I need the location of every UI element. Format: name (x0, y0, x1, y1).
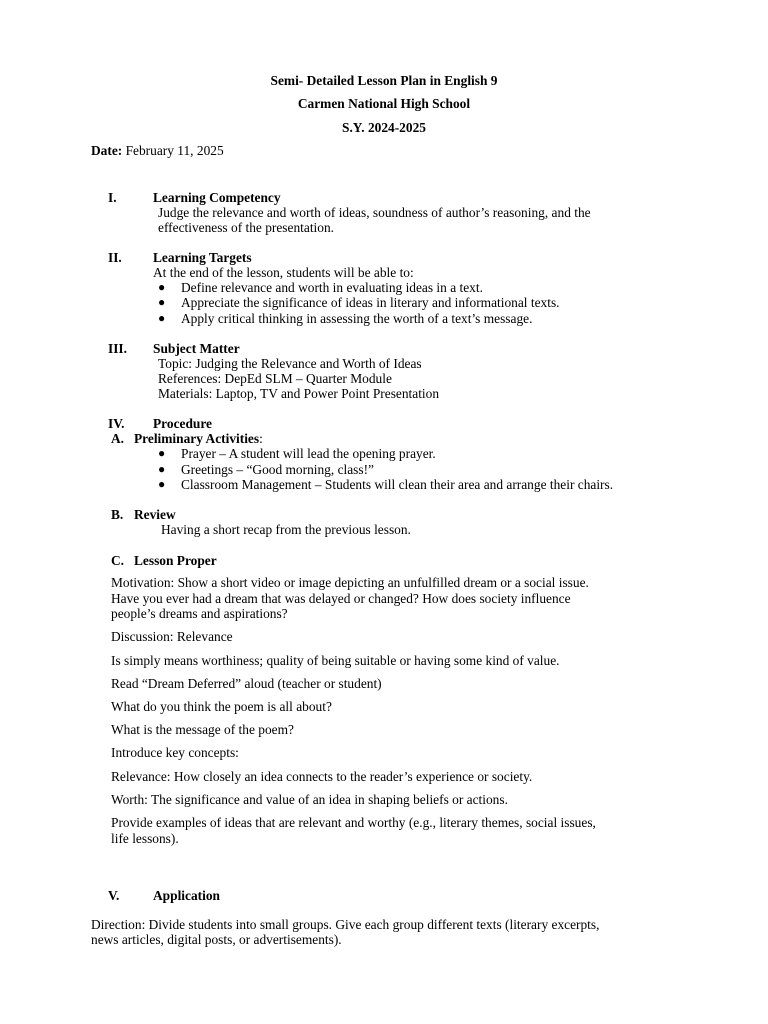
bullet-icon: ● (158, 295, 166, 309)
paragraph-line: What do you think the poem is all about? (111, 699, 332, 714)
list-item: Apply critical thinking in assessing the worth of a text’s message. (181, 311, 533, 326)
bullet-icon: ● (158, 462, 166, 476)
school-year: S.Y. 2024-2025 (342, 120, 426, 135)
list-item: Appreciate the significance of ideas in literary and informational texts. (181, 295, 560, 310)
bullet-icon: ● (158, 311, 166, 325)
subsection-a-title (134, 431, 263, 446)
section-2-intro: At the end of the lesson, students will be able to: (153, 265, 414, 280)
application-line: news articles, digital posts, or advertisements). (91, 932, 342, 947)
subsection-a-heading: Preliminary Activities (134, 431, 260, 446)
section-4-numeral: IV. (108, 416, 125, 431)
paragraph-line: Worth: The significance and value of an idea in shaping beliefs or actions. (111, 792, 508, 807)
paragraph-line: Is simply means worthiness; quality of being suitable or having some kind of value. (111, 653, 560, 668)
paragraph-line: Relevance: How closely an idea connects to the reader’s experience or society. (111, 769, 533, 784)
section-3-line: Materials: Laptop, TV and Power Point Presentation (158, 386, 440, 401)
subsection-a-label: A. (111, 431, 125, 446)
document-title: Semi- Detailed Lesson Plan in English 9 (270, 73, 498, 88)
section-3-line: Topic: Judging the Relevance and Worth of Ideas (158, 356, 422, 371)
paragraph-line: Motivation: Show a short video or image depicting an unfulfilled dream or a social issue. (111, 575, 589, 590)
section-5-heading: Application (153, 888, 220, 903)
section-2-numeral: II. (108, 250, 122, 265)
paragraph-line: Provide examples of ideas that are relevant and worthy (e.g., literary themes, social issues, (111, 815, 596, 830)
list-item: Define relevance and worth in evaluating ideas in a text. (181, 280, 483, 295)
date-value: February 11, 2025 (125, 143, 224, 158)
section-5-numeral: V. (108, 888, 120, 903)
section-4-heading: Procedure (153, 416, 213, 431)
paragraph-line: Have you ever had a dream that was delayed or changed? How does society influence (111, 591, 571, 606)
bullet-icon: ● (158, 477, 166, 491)
bullet-icon: ● (158, 280, 166, 294)
section-1-line: Judge the relevance and worth of ideas, soundness of author’s reasoning, and the (158, 205, 591, 220)
section-1-line: effectiveness of the presentation. (158, 220, 334, 235)
paragraph-line: Introduce key concepts: (111, 745, 239, 760)
section-1-numeral: I. (108, 190, 117, 205)
section-3-heading: Subject Matter (153, 341, 240, 356)
date-label: Date: (91, 143, 123, 158)
subsection-a-colon: : (259, 431, 263, 446)
section-2-heading: Learning Targets (153, 250, 252, 265)
school-name: Carmen National High School (297, 96, 471, 111)
list-item: Greetings – “Good morning, class!” (181, 462, 375, 477)
subsection-c-heading: Lesson Proper (134, 553, 217, 568)
subsection-c-label: C. (111, 553, 125, 568)
date-line (91, 143, 224, 158)
review-text: Having a short recap from the previous lesson. (161, 522, 411, 537)
section-3-numeral: III. (108, 341, 127, 356)
paragraph-line: Read “Dream Deferred” aloud (teacher or student) (111, 676, 382, 691)
subsection-b-heading: Review (134, 507, 176, 522)
list-item: Prayer – A student will lead the opening prayer. (181, 446, 436, 461)
application-line: Direction: Divide students into small groups. Give each group different texts (literary excerpts, (91, 917, 600, 932)
section-3-line: References: DepEd SLM – Quarter Module (158, 371, 392, 386)
list-item: Classroom Management – Students will clean their area and arrange their chairs. (181, 477, 614, 492)
bullet-icon: ● (158, 446, 166, 460)
subsection-b-label: B. (111, 507, 124, 522)
paragraph-line: life lessons). (111, 831, 179, 846)
section-1-heading: Learning Competency (153, 190, 281, 205)
paragraph-line: Discussion: Relevance (111, 629, 233, 644)
paragraph-line: What is the message of the poem? (111, 722, 294, 737)
paragraph-line: people’s dreams and aspirations? (111, 606, 288, 621)
